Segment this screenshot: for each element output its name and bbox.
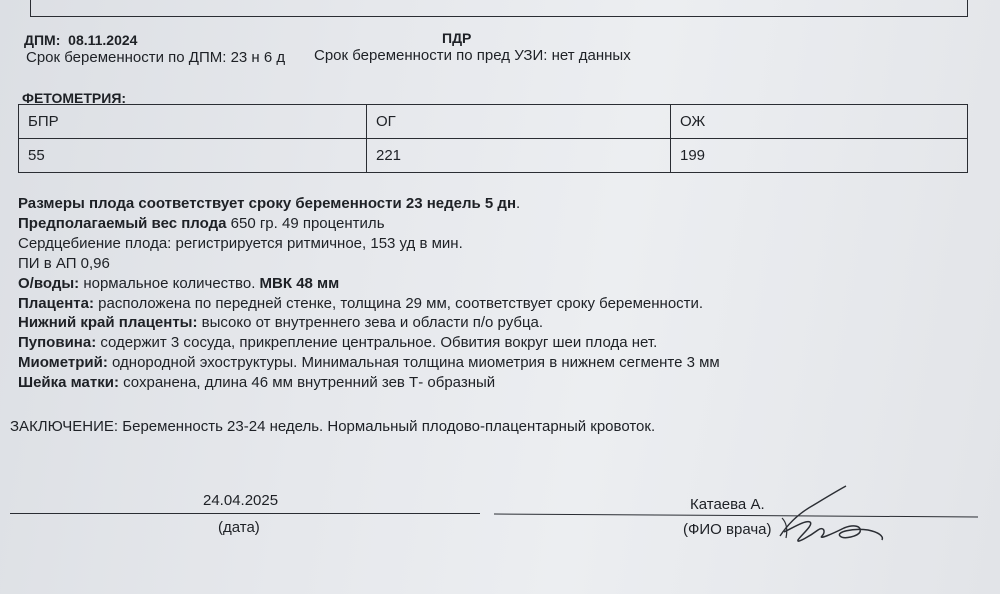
value-ozh: 199 (671, 139, 968, 173)
conclusion (10, 418, 655, 435)
table-header-row (19, 105, 968, 139)
top-form-box (30, 0, 968, 17)
pdr-label: ПДР (442, 30, 472, 46)
cervix-line: Шейка матки: сохранена, длина 46 мм внутренний зев Т- образный (18, 374, 496, 392)
doctor-signature (740, 478, 920, 558)
ga-lmp: Срок беременности по ДПМ: 23 н 6 д (26, 49, 286, 66)
value-og: 221 (367, 139, 671, 173)
edd-line (24, 32, 137, 48)
fetometry-table (18, 104, 968, 173)
col-bpr: БПР (19, 105, 367, 139)
myometrium-line: Миометрий: однородной эхоструктуры. Минимальная толщина миометрия в нижнем сегменте 3 мм (18, 354, 720, 372)
conclusion-label: ЗАКЛЮЧЕНИЕ: (10, 418, 119, 435)
fetal-weight-line: Предполагаемый вес плода 650 гр. 49 процентиль (18, 214, 385, 232)
pi-line: ПИ в АП 0,96 (18, 254, 110, 272)
edd-label: ДПМ: (24, 32, 61, 48)
conclusion-text: Беременность 23-24 недель. Нормальный плодово-плацентарный кровоток. (118, 418, 656, 435)
date-caption: (дата) (218, 519, 260, 536)
fetal-size-line: Размеры плода соответствует сроку беременности 23 недель 5 дн. (18, 195, 521, 212)
findings-block (18, 194, 720, 393)
table-row (19, 139, 968, 173)
value-bpr: 55 (19, 139, 367, 173)
amniotic-fluid-line: О/воды: нормальное количество. МВК 48 мм (18, 274, 340, 292)
col-ozh: ОЖ (671, 105, 968, 139)
placenta-lower-edge-line: Нижний край плаценты: высоко от внутреннего зева и области п/о рубца. (18, 314, 544, 332)
doctor-caption: (ФИО врача) (683, 521, 772, 538)
col-og: ОГ (367, 105, 671, 139)
ga-prev-us: Срок беременности по пред УЗИ: нет данных (314, 47, 631, 64)
date-line (10, 513, 480, 514)
doctor-name: Катаева А. (690, 496, 765, 513)
fetometry-title: ФЕТОМЕТРИЯ: (22, 90, 127, 106)
date-value: 24.04.2025 (203, 492, 279, 509)
placenta-line: Плацента: расположена по передней стенке, толщина 29 мм, соответствует сроку беременности. (18, 294, 704, 312)
umbilical-cord-line: Пуповина: содержит 3 сосуда, прикрепление центральное. Обвития вокруг шеи плода нет. (18, 334, 658, 352)
edd-value: 08.11.2024 (68, 32, 138, 48)
heartbeat-line: Сердцебиение плода: регистрируется ритмичное, 153 уд в мин. (18, 234, 463, 252)
